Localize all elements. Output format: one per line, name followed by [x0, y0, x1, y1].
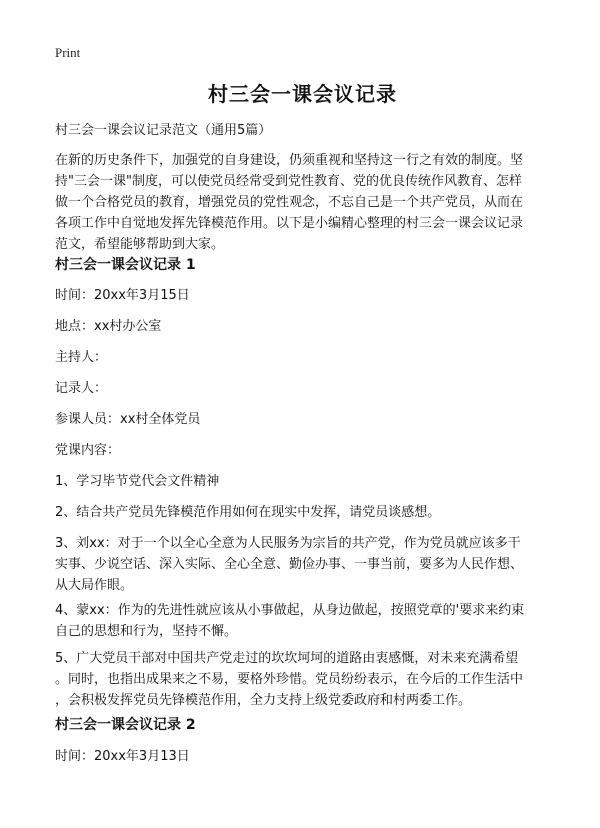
record1-content-label: 党课内容： — [55, 443, 121, 458]
record1-item-5 — [55, 648, 550, 711]
intro-paragraph — [55, 150, 550, 255]
item-line: 实事、少说空话、深入实际、全心全意、勤俭办事、一事当前，要多为人民作想、 — [55, 557, 524, 572]
record1-time: 时间：20xx年3月15日 — [55, 288, 190, 303]
record2-heading: 村三会一课会议记录 2 — [55, 717, 196, 733]
record1-heading: 村三会一课会议记录 1 — [55, 257, 196, 273]
item-line: 从大局作眼。 — [55, 578, 134, 593]
record1-host: 主持人： — [55, 350, 108, 365]
intro-line: 持"三会一课"制度，可以使党员经常受到党性教育、党的优良传统作风教育、怎样 — [55, 174, 522, 189]
intro-line: 在新的历史条件下，加强党的自身建设，仍须重视和坚持这一行之有效的制度。坚 — [55, 153, 524, 168]
item-line: ，会积极发挥党员先锋模范作用，全力支持上级党委政府和村两委工作。 — [55, 693, 472, 708]
record2-time: 时间：20xx年3月13日 — [55, 749, 190, 764]
intro-subtitle: 村三会一课会议记录范文（通用5篇） — [55, 123, 272, 138]
print-label: Print — [55, 45, 81, 60]
record1-recorder: 记录人： — [55, 381, 108, 396]
record1-item-3 — [55, 533, 550, 596]
item-line: 。同时，也指出成果来之不易，要格外珍惜。党员纷纷表示，在今后的工作生活中 — [55, 672, 524, 687]
item-line: 4、蒙xx：作为的先进性就应该从小事做起，从身边做起，按照党章的'要求来约束 — [55, 603, 525, 618]
record1-item-1: 1、学习毕节党代会文件精神 — [55, 474, 220, 489]
record1-item-4 — [55, 600, 550, 642]
record1-place: 地点：xx村办公室 — [55, 319, 162, 334]
item-line: 自己的思想和行为，坚持不懈。 — [55, 624, 238, 639]
intro-line: 范文，希望能够帮助到大家。 — [55, 237, 225, 252]
intro-line: 做一个合格党员的教育，增强党员的党性观念，不忘自己是一个共产党员，从而在 — [55, 195, 524, 210]
intro-line: 各项工作中自觉地发挥先锋模范作用。以下是小编精心整理的村三会一课会议记录 — [55, 216, 524, 231]
record1-item-2: 2、结合共产党员先锋模范作用如何在现实中发挥，请党员谈感想。 — [55, 505, 441, 520]
item-line: 5、广大党员干部对中国共产党走过的坎坎坷坷的道路由衷感慨，对未来充满希望 — [55, 651, 519, 666]
item-line: 3、刘xx：对于一个以全心全意为人民服务为宗旨的共产党，作为党员就应该多干 — [55, 536, 521, 551]
record1-attendees: 参课人员：xx村全体党员 — [55, 412, 201, 427]
page-title: 村三会一课会议记录 — [208, 82, 397, 106]
